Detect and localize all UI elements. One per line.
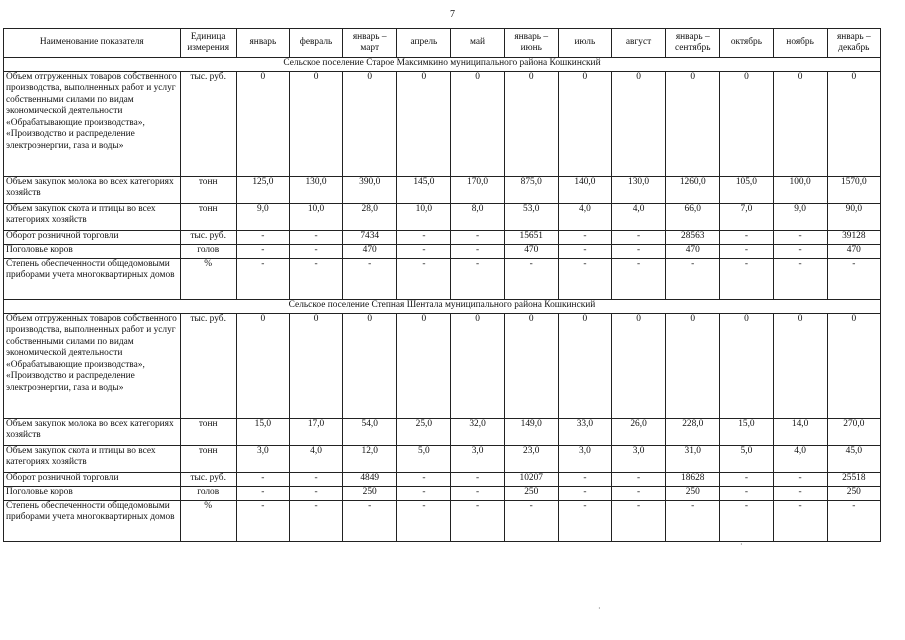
header-month: ноябрь <box>773 29 827 58</box>
value-cell: - <box>773 487 827 501</box>
table-row <box>4 204 881 231</box>
value-cell: - <box>236 473 289 487</box>
value-cell: 7434 <box>343 231 397 245</box>
value-cell: - <box>611 501 665 542</box>
value-cell: 9,0 <box>773 204 827 231</box>
value-cell: - <box>827 501 880 542</box>
value-cell: 250 <box>827 487 880 501</box>
unit-cell: тыс. руб. <box>180 314 236 419</box>
indicator-name: Объем закупок молока во всех категориях хозяйств <box>4 419 181 446</box>
table-row <box>4 473 881 487</box>
value-cell: - <box>773 259 827 300</box>
value-cell: - <box>611 245 665 259</box>
value-cell: 140,0 <box>558 177 611 204</box>
value-cell: - <box>289 501 342 542</box>
header-month: январь – сентябрь <box>666 29 720 58</box>
value-cell: - <box>773 473 827 487</box>
value-cell: 8,0 <box>451 204 504 231</box>
header-month: август <box>611 29 665 58</box>
value-cell: 28563 <box>666 231 720 245</box>
value-cell: 0 <box>504 72 558 177</box>
unit-cell: голов <box>180 487 236 501</box>
table-row <box>4 487 881 501</box>
value-cell: - <box>558 259 611 300</box>
table-row <box>4 72 881 177</box>
value-cell: 0 <box>289 314 342 419</box>
value-cell: 875,0 <box>504 177 558 204</box>
value-cell: - <box>397 473 451 487</box>
value-cell: - <box>451 501 504 542</box>
unit-cell: тонн <box>180 446 236 473</box>
value-cell: 0 <box>236 314 289 419</box>
value-cell: 250 <box>504 487 558 501</box>
header-month: октябрь <box>720 29 773 58</box>
header-month: февраль <box>289 29 342 58</box>
value-cell: - <box>666 259 720 300</box>
value-cell: 5,0 <box>397 446 451 473</box>
value-cell: - <box>504 501 558 542</box>
value-cell: - <box>289 473 342 487</box>
table-row <box>4 245 881 259</box>
value-cell: - <box>236 487 289 501</box>
value-cell: 10207 <box>504 473 558 487</box>
value-cell: 0 <box>827 314 880 419</box>
table-row <box>4 419 881 446</box>
statistics-table <box>3 28 881 542</box>
value-cell: 25,0 <box>397 419 451 446</box>
value-cell: 0 <box>343 314 397 419</box>
value-cell: - <box>720 245 773 259</box>
value-cell: 10,0 <box>397 204 451 231</box>
value-cell: - <box>451 231 504 245</box>
value-cell: 0 <box>773 72 827 177</box>
value-cell: - <box>558 245 611 259</box>
value-cell: - <box>397 487 451 501</box>
value-cell: 470 <box>343 245 397 259</box>
value-cell: 470 <box>827 245 880 259</box>
value-cell: - <box>720 259 773 300</box>
value-cell: 149,0 <box>504 419 558 446</box>
value-cell: 0 <box>611 314 665 419</box>
indicator-name: Объем отгруженных товаров собственного производства, выполненных работ и услуг собственными силами по видам экономической деятельности «Обрабатывающие производства», «Производство и распределение электроэнергии, газа и воды» <box>4 314 181 419</box>
value-cell: 470 <box>666 245 720 259</box>
section-header <box>4 300 881 314</box>
unit-cell: % <box>180 501 236 542</box>
value-cell: - <box>773 245 827 259</box>
value-cell: 3,0 <box>451 446 504 473</box>
value-cell: 0 <box>827 72 880 177</box>
value-cell: 0 <box>504 314 558 419</box>
value-cell: - <box>397 231 451 245</box>
value-cell: - <box>289 245 342 259</box>
table-row <box>4 314 881 419</box>
value-cell: - <box>397 259 451 300</box>
value-cell: - <box>611 473 665 487</box>
value-cell: 4849 <box>343 473 397 487</box>
value-cell: 0 <box>558 314 611 419</box>
indicator-name: Степень обеспеченности общедомовыми приборами учета многоквартирных домов <box>4 501 181 542</box>
section-header <box>4 58 881 72</box>
value-cell: - <box>397 245 451 259</box>
value-cell: 228,0 <box>666 419 720 446</box>
value-cell: 0 <box>289 72 342 177</box>
header-month: июль <box>558 29 611 58</box>
unit-cell: тыс. руб. <box>180 72 236 177</box>
value-cell: - <box>558 501 611 542</box>
table-row <box>4 177 881 204</box>
value-cell: 12,0 <box>343 446 397 473</box>
table-row <box>4 259 881 300</box>
header-month: январь – июнь <box>504 29 558 58</box>
value-cell: 33,0 <box>558 419 611 446</box>
value-cell: 15651 <box>504 231 558 245</box>
indicator-name: Оборот розничной торговли <box>4 231 181 245</box>
value-cell: 0 <box>720 72 773 177</box>
value-cell: 100,0 <box>773 177 827 204</box>
value-cell: 250 <box>343 487 397 501</box>
value-cell: - <box>397 501 451 542</box>
value-cell: - <box>451 259 504 300</box>
value-cell: - <box>558 473 611 487</box>
value-cell: 54,0 <box>343 419 397 446</box>
header-month: май <box>451 29 504 58</box>
indicator-name: Степень обеспеченности общедомовыми приборами учета многоквартирных домов <box>4 259 181 300</box>
value-cell: - <box>289 231 342 245</box>
value-cell: 53,0 <box>504 204 558 231</box>
value-cell: - <box>773 501 827 542</box>
page-number: 7 <box>450 9 455 20</box>
unit-cell: голов <box>180 245 236 259</box>
value-cell: - <box>558 487 611 501</box>
indicator-name: Объем закупок скота и птицы во всех категориях хозяйств <box>4 446 181 473</box>
value-cell: - <box>773 231 827 245</box>
scan-mark: · <box>740 540 743 549</box>
value-cell: 0 <box>773 314 827 419</box>
value-cell: 7,0 <box>720 204 773 231</box>
value-cell: 45,0 <box>827 446 880 473</box>
value-cell: 3,0 <box>611 446 665 473</box>
value-cell: 39128 <box>827 231 880 245</box>
value-cell: - <box>289 487 342 501</box>
value-cell: - <box>451 487 504 501</box>
value-cell: 105,0 <box>720 177 773 204</box>
value-cell: - <box>236 501 289 542</box>
value-cell: - <box>343 501 397 542</box>
value-cell: - <box>611 487 665 501</box>
value-cell: 0 <box>451 72 504 177</box>
table-body <box>4 58 881 542</box>
table-row <box>4 231 881 245</box>
value-cell: 4,0 <box>289 446 342 473</box>
value-cell: 130,0 <box>289 177 342 204</box>
section-title: Сельское поселение Степная Шентала муниципального района Кошкинский <box>4 300 881 314</box>
value-cell: 0 <box>720 314 773 419</box>
header-month: апрель <box>397 29 451 58</box>
unit-cell: % <box>180 259 236 300</box>
unit-cell: тонн <box>180 204 236 231</box>
value-cell: 0 <box>236 72 289 177</box>
value-cell: 0 <box>343 72 397 177</box>
value-cell: 125,0 <box>236 177 289 204</box>
value-cell: - <box>720 487 773 501</box>
value-cell: 26,0 <box>611 419 665 446</box>
section-title: Сельское поселение Старое Максимкино муниципального района Кошкинский <box>4 58 881 72</box>
value-cell: - <box>720 473 773 487</box>
indicator-name: Объем закупок скота и птицы во всех категориях хозяйств <box>4 204 181 231</box>
header-row <box>4 29 881 58</box>
value-cell: - <box>504 259 558 300</box>
indicator-name: Объем отгруженных товаров собственного производства, выполненных работ и услуг собственными силами по видам экономической деятельности «Обрабатывающие производства», «Производство и распределение электроэнергии, газа и воды» <box>4 72 181 177</box>
value-cell: - <box>827 259 880 300</box>
value-cell: 470 <box>504 245 558 259</box>
value-cell: - <box>236 259 289 300</box>
value-cell: 0 <box>666 314 720 419</box>
unit-cell: тонн <box>180 177 236 204</box>
value-cell: 28,0 <box>343 204 397 231</box>
value-cell: 4,0 <box>558 204 611 231</box>
table-row <box>4 446 881 473</box>
value-cell: - <box>451 473 504 487</box>
value-cell: 17,0 <box>289 419 342 446</box>
value-cell: 90,0 <box>827 204 880 231</box>
value-cell: - <box>611 259 665 300</box>
header-month: январь <box>236 29 289 58</box>
unit-cell: тыс. руб. <box>180 231 236 245</box>
value-cell: 3,0 <box>558 446 611 473</box>
value-cell: 270,0 <box>827 419 880 446</box>
header-month: январь – март <box>343 29 397 58</box>
unit-cell: тыс. руб. <box>180 473 236 487</box>
header-unit: Единица измерения <box>180 29 236 58</box>
header-name: Наименование показателя <box>4 29 181 58</box>
value-cell: 9,0 <box>236 204 289 231</box>
value-cell: 15,0 <box>236 419 289 446</box>
value-cell: 0 <box>397 314 451 419</box>
value-cell: - <box>666 501 720 542</box>
value-cell: - <box>720 231 773 245</box>
value-cell: - <box>720 501 773 542</box>
value-cell: 250 <box>666 487 720 501</box>
value-cell: 4,0 <box>611 204 665 231</box>
value-cell: 66,0 <box>666 204 720 231</box>
value-cell: - <box>343 259 397 300</box>
value-cell: 14,0 <box>773 419 827 446</box>
value-cell: - <box>236 231 289 245</box>
value-cell: 0 <box>558 72 611 177</box>
value-cell: 390,0 <box>343 177 397 204</box>
value-cell: - <box>451 245 504 259</box>
value-cell: 18628 <box>666 473 720 487</box>
value-cell: 3,0 <box>236 446 289 473</box>
unit-cell: тонн <box>180 419 236 446</box>
value-cell: 25518 <box>827 473 880 487</box>
value-cell: 23,0 <box>504 446 558 473</box>
value-cell: 130,0 <box>611 177 665 204</box>
value-cell: 0 <box>666 72 720 177</box>
value-cell: - <box>558 231 611 245</box>
value-cell: 170,0 <box>451 177 504 204</box>
value-cell: - <box>236 245 289 259</box>
value-cell: 1260,0 <box>666 177 720 204</box>
value-cell: - <box>611 231 665 245</box>
header-month: январь – декабрь <box>827 29 880 58</box>
value-cell: 145,0 <box>397 177 451 204</box>
value-cell: 0 <box>451 314 504 419</box>
value-cell: 32,0 <box>451 419 504 446</box>
indicator-name: Поголовье коров <box>4 487 181 501</box>
value-cell: 15,0 <box>720 419 773 446</box>
value-cell: 0 <box>397 72 451 177</box>
table-row <box>4 501 881 542</box>
indicator-name: Оборот розничной торговли <box>4 473 181 487</box>
value-cell: 0 <box>611 72 665 177</box>
scan-mark: · <box>598 604 601 613</box>
value-cell: 31,0 <box>666 446 720 473</box>
indicator-name: Объем закупок молока во всех категориях хозяйств <box>4 177 181 204</box>
value-cell: 10,0 <box>289 204 342 231</box>
value-cell: 5,0 <box>720 446 773 473</box>
value-cell: 1570,0 <box>827 177 880 204</box>
value-cell: - <box>289 259 342 300</box>
indicator-name: Поголовье коров <box>4 245 181 259</box>
value-cell: 4,0 <box>773 446 827 473</box>
